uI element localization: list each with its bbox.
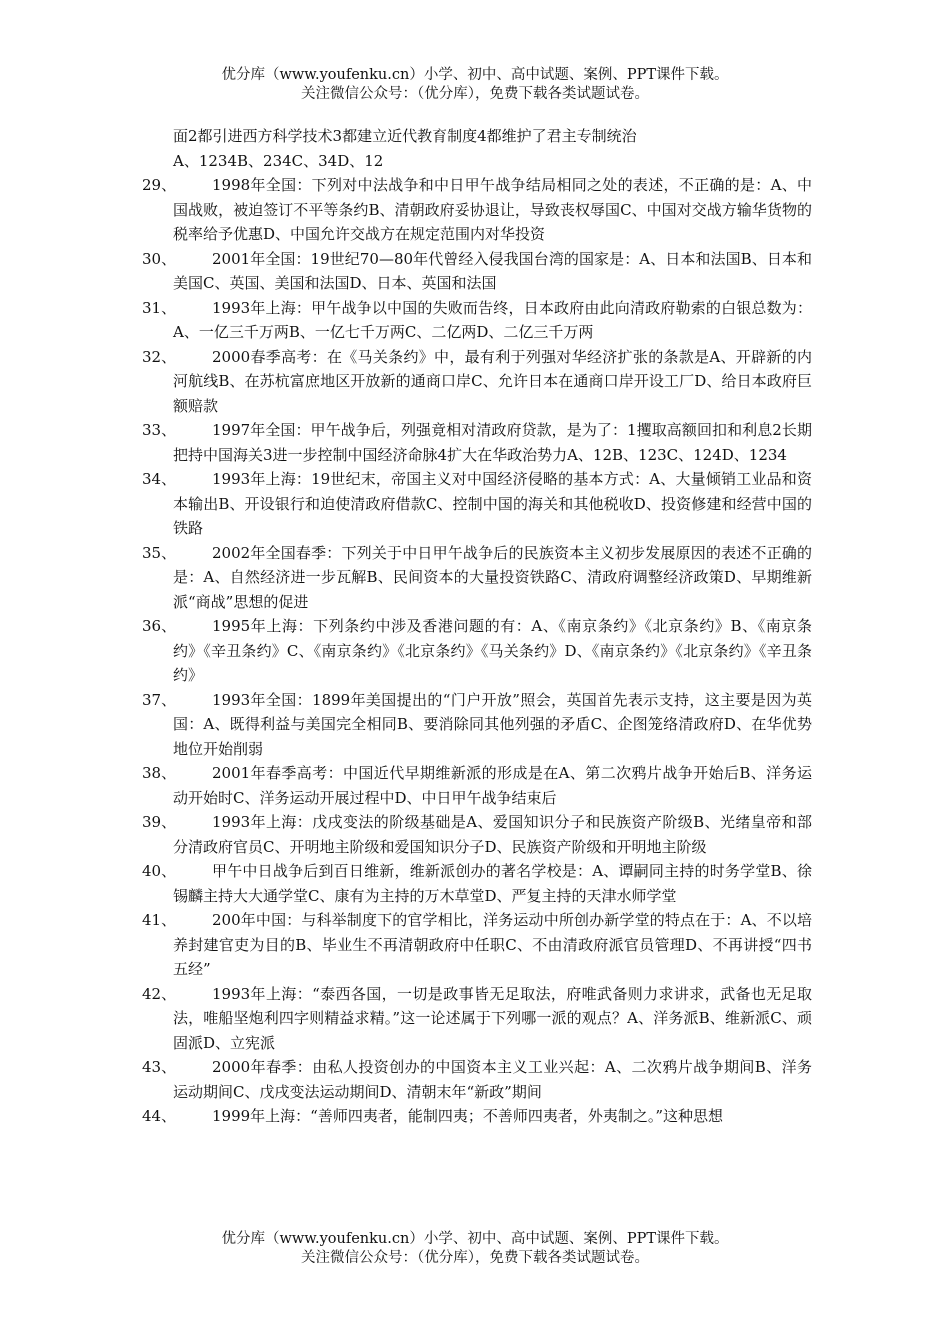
question-34 bbox=[142, 467, 812, 541]
footer-line-1: 优分库（www.youfenku.cn）小学、初中、高中试题、案例、PPT课件下载。 bbox=[221, 1231, 729, 1247]
question-35 bbox=[142, 541, 812, 615]
question-number: 38、 bbox=[142, 764, 177, 782]
question-text: 1993年上海：“泰西各国，一切是政事皆无足取法，府唯武备则力求讲求，武备也无足取法，唯船坚炮利四字则精益求精。”这一论述属于下列哪一派的观点？A、洋务派B、维新派C、顽固派D、立宪派 bbox=[173, 984, 812, 1052]
question-36 bbox=[142, 614, 812, 688]
question-41 bbox=[142, 908, 812, 982]
question-38 bbox=[142, 761, 812, 810]
question-number: 30、 bbox=[142, 249, 177, 268]
footer-line-2: 关注微信公众号：（优分库），免费下载各类试题试卷。 bbox=[301, 1250, 649, 1266]
question-number: 36、 bbox=[142, 617, 177, 635]
question-32 bbox=[142, 345, 812, 419]
question-39 bbox=[142, 810, 812, 859]
question-text: 1993年上海：甲午战争以中国的失败而告终，日本政府由此向清政府勒索的白银总数为：A、一亿三千万两B、一亿七千万两C、二亿两D、二亿三千万两 bbox=[173, 298, 812, 341]
question-number: 29、 bbox=[142, 176, 177, 194]
question-44 bbox=[142, 1104, 812, 1129]
question-number: 42、 bbox=[142, 984, 177, 1003]
question-text: 1998年全国：下列对中法战争和中日甲午战争结局相同之处的表述，不正确的是：A、中国战败，被迫签订不平等条约B、清朝政府妥协退让，导致丧权辱国C、中国对交战方输华货物的税率给予优惠D、中国允许交战方在规定范围内对华投资 bbox=[173, 176, 812, 243]
question-text: 1993年上海：19世纪末，帝国主义对中国经济侵略的基本方式：A、大量倾销工业品和资本输出B、开设银行和迫使清政府借款C、控制中国的海关和其他税收D、投资修建和经营中国的铁路 bbox=[173, 470, 812, 537]
question-number: 37、 bbox=[142, 690, 177, 709]
question-number: 41、 bbox=[142, 911, 177, 929]
question-text: 2001年全国：19世纪70—80年代曾经入侵我国台湾的国家是：A、日本和法国B、日本和美国C、英国、美国和法国D、日本、英国和法国 bbox=[173, 249, 812, 292]
question-30 bbox=[142, 247, 812, 296]
question-text: 200年中国：与科举制度下的官学相比，洋务运动中所创办新学堂的特点在于：A、不以培养封建官吏为目的B、毕业生不再清朝政府中任职C、不由清政府派官员管理D、不再讲授“四书五经” bbox=[173, 911, 812, 978]
question-number: 40、 bbox=[142, 862, 177, 880]
question-number: 35、 bbox=[142, 543, 177, 562]
question-text: 1997年全国：甲午战争后，列强竟相对清政府贷款，是为了：1攫取高额回扣和利息2长期把持中国海关3进一步控制中国经济命脉4扩大在华政治势力A、12B、123C、124D、1234 bbox=[173, 421, 812, 464]
continuation-line: 面2都引进西方科学技术3都建立近代教育制度4都维护了君主专制统治 bbox=[173, 127, 637, 145]
question-text: 1995年上海：下列条约中涉及香港问题的有：A、《南京条约》《北京条约》B、《南京条约》《辛丑条约》C、《南京条约》《北京条约》《马关条约》D、《南京条约》《北京条约》《辛丑条约》 bbox=[173, 617, 812, 684]
continuation-line: A、1234B、234C、34D、12 bbox=[173, 151, 384, 170]
header-line-2: 关注微信公众号：（优分库），免费下载各类试题试卷。 bbox=[301, 86, 649, 102]
question-text: 2000春季高考：在《马关条约》中，最有利于列强对华经济扩张的条款是A、开辟新的内河航线B、在苏杭富庶地区开放新的通商口岸C、允许日本在通商口岸开设工厂D、给日本政府巨额赔款 bbox=[173, 347, 812, 415]
question-text: 甲午中日战争后到百日维新，维新派创办的著名学校是：A、谭嗣同主持的时务学堂B、徐锡麟主持大大通学堂C、康有为主持的万木草堂D、严复主持的天津水师学堂 bbox=[173, 862, 812, 905]
question-40 bbox=[142, 859, 812, 908]
question-number: 31、 bbox=[142, 298, 177, 317]
question-list bbox=[142, 124, 812, 1129]
question-42 bbox=[142, 982, 812, 1056]
question-text: 2001年春季高考：中国近代早期维新派的形成是在A、第二次鸦片战争开始后B、洋务运动开始时C、洋务运动开展过程中D、中日甲午战争结束后 bbox=[173, 764, 812, 807]
question-31 bbox=[142, 296, 812, 345]
question-text: 2002年全国春季：下列关于中日甲午战争后的民族资本主义初步发展原因的表述不正确的是：A、自然经济进一步瓦解B、民间资本的大量投资铁路C、清政府调整经济政策D、早期维新派“商战”思想的促进 bbox=[173, 543, 812, 611]
question-text: 2000年春季：由私人投资创办的中国资本主义工业兴起：A、二次鸦片战争期间B、洋务运动期间C、戊戌变法运动期间D、清朝末年“新政”期间 bbox=[173, 1058, 812, 1101]
question-number: 34、 bbox=[142, 470, 177, 488]
question-text: 1999年上海：“善师四夷者，能制四夷；不善师四夷者，外夷制之。”这种思想 bbox=[212, 1107, 724, 1125]
question-number: 44、 bbox=[142, 1107, 177, 1125]
page-header bbox=[0, 66, 950, 104]
question-number: 33、 bbox=[142, 421, 177, 439]
question-37 bbox=[142, 688, 812, 762]
question-number: 43、 bbox=[142, 1058, 177, 1076]
question-number: 32、 bbox=[142, 347, 177, 366]
page-footer bbox=[0, 1230, 950, 1268]
question-33 bbox=[142, 418, 812, 467]
question-29 bbox=[142, 173, 812, 247]
question-number: 39、 bbox=[142, 813, 177, 831]
header-line-1: 优分库（www.youfenku.cn）小学、初中、高中试题、案例、PPT课件下载。 bbox=[221, 67, 729, 83]
question-text: 1993年全国：1899年美国提出的“门户开放”照会，英国首先表示支持，这主要是因为英国：A、既得利益与美国完全相同B、要消除同其他列强的矛盾C、企图笼络清政府D、在华优势地位开始削弱 bbox=[173, 690, 812, 758]
question-43 bbox=[142, 1055, 812, 1104]
question-text: 1993年上海：戊戌变法的阶级基础是A、爱国知识分子和民族资产阶级B、光绪皇帝和部分清政府官员C、开明地主阶级和爱国知识分子D、民族资产阶级和开明地主阶级 bbox=[173, 813, 812, 856]
